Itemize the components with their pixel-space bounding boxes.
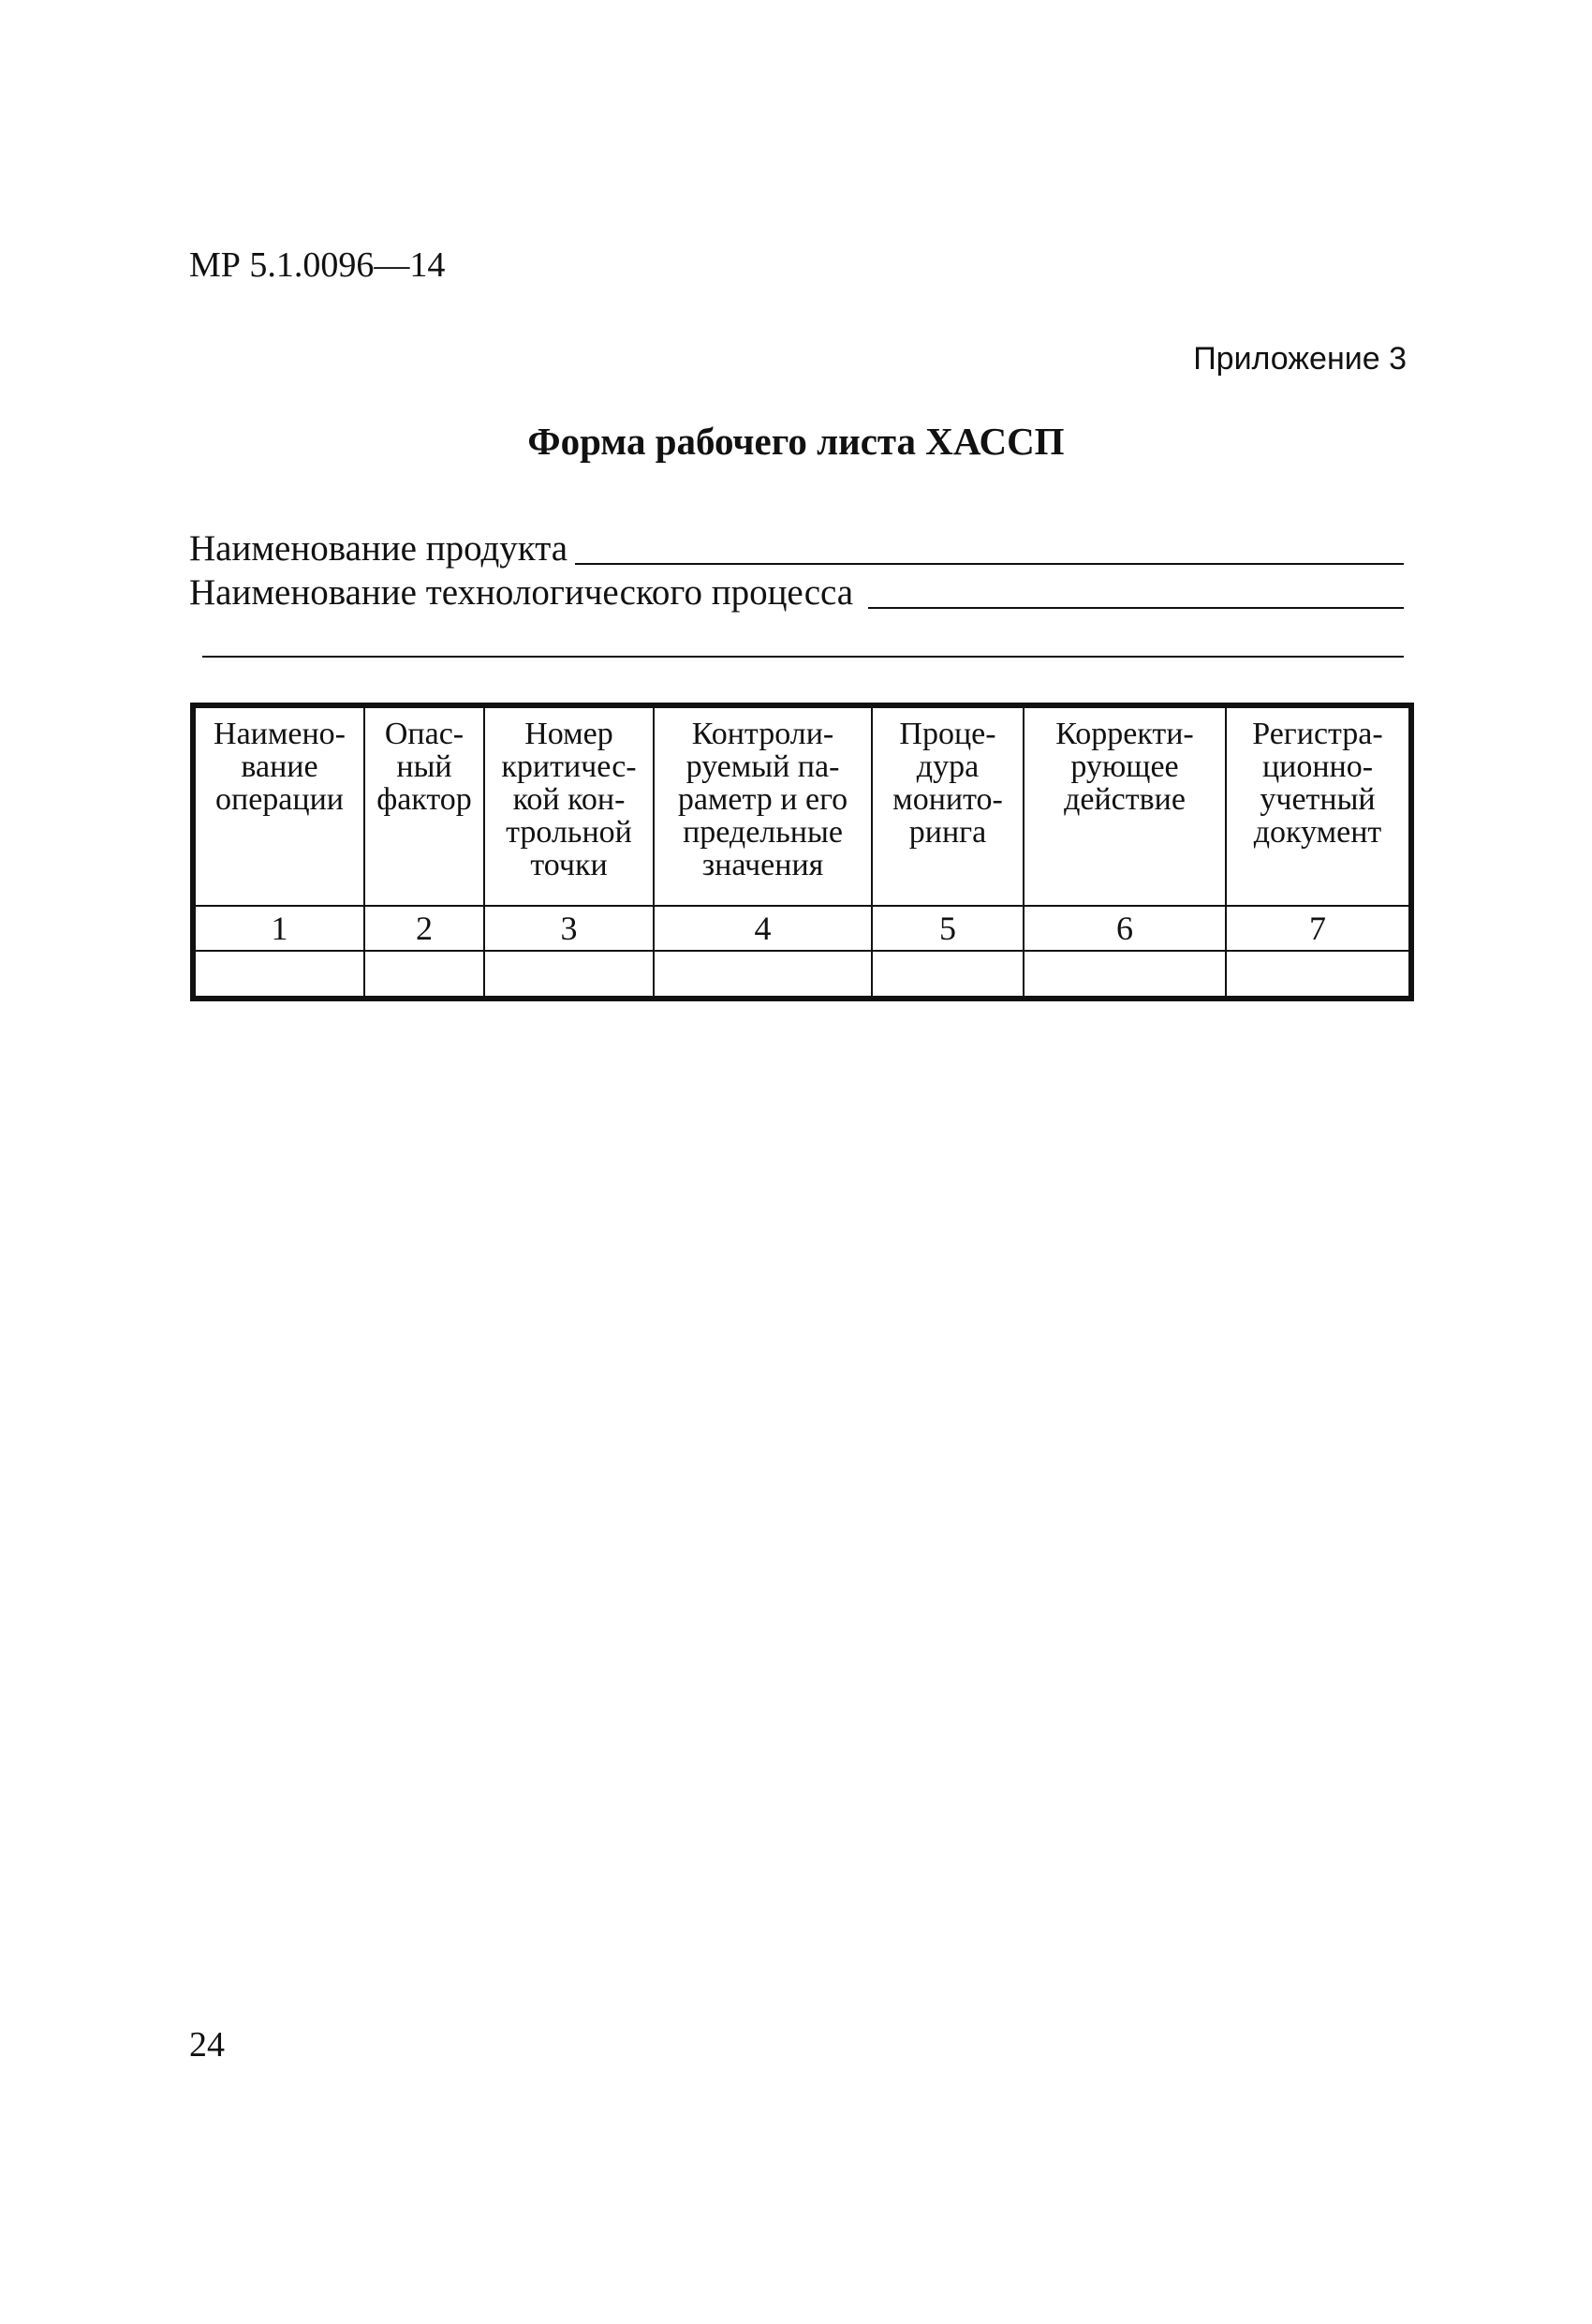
- product-name-field: [189, 530, 1404, 567]
- header-ccp-number: [484, 705, 654, 906]
- empty-cell: [654, 951, 872, 999]
- document-code: МР 5.1.0096—14: [189, 245, 446, 285]
- header-text: Номер критичес- кой кон- трольной точки: [501, 717, 637, 882]
- page-number: 24: [189, 2025, 225, 2065]
- header-record-document: [1226, 705, 1411, 906]
- header-operation-name: [193, 705, 364, 906]
- empty-cell: [872, 951, 1024, 999]
- form-title: Форма рабочего листа ХАССП: [527, 420, 1065, 463]
- column-number: 4: [654, 906, 872, 951]
- column-number-row: [193, 906, 1411, 951]
- header-text: Регистра- ционно- учетный документ: [1252, 717, 1383, 850]
- column-number: 6: [1024, 906, 1226, 951]
- header-text: Проце- дура монито- ринга: [892, 717, 1003, 850]
- column-number: 7: [1226, 906, 1411, 951]
- empty-cell: [193, 951, 364, 999]
- haccp-worksheet-table: [190, 703, 1414, 1001]
- column-number: 3: [484, 906, 654, 951]
- header-corrective-action: [1024, 705, 1226, 906]
- appendix-label: Приложение 3: [1193, 341, 1407, 377]
- process-name-field: [189, 574, 1404, 611]
- product-name-label: Наименование продукта: [189, 528, 568, 569]
- header-monitoring-procedure: [872, 705, 1024, 906]
- empty-cell: [484, 951, 654, 999]
- table-header-row: [193, 705, 1411, 906]
- product-name-blank-line: [575, 530, 1404, 565]
- column-number: 5: [872, 906, 1024, 951]
- process-name-label: Наименование технологического процесса: [189, 572, 854, 613]
- table-row: [193, 951, 1411, 999]
- header-text: Корректи- рующее действие: [1055, 717, 1194, 817]
- empty-cell: [1024, 951, 1226, 999]
- header-text: Контроли- руемый па- раметр и его предельные значения: [677, 717, 848, 882]
- process-name-blank-line: [868, 574, 1404, 609]
- process-name-continuation-line: [202, 656, 1404, 658]
- column-number: 2: [364, 906, 484, 951]
- column-number: 1: [193, 906, 364, 951]
- header-control-parameter: [654, 705, 872, 906]
- empty-cell: [1226, 951, 1411, 999]
- header-text: Наимено- вание операции: [214, 717, 346, 817]
- header-hazard: [364, 705, 484, 906]
- header-text: Опас- ный фактор: [376, 717, 472, 817]
- empty-cell: [364, 951, 484, 999]
